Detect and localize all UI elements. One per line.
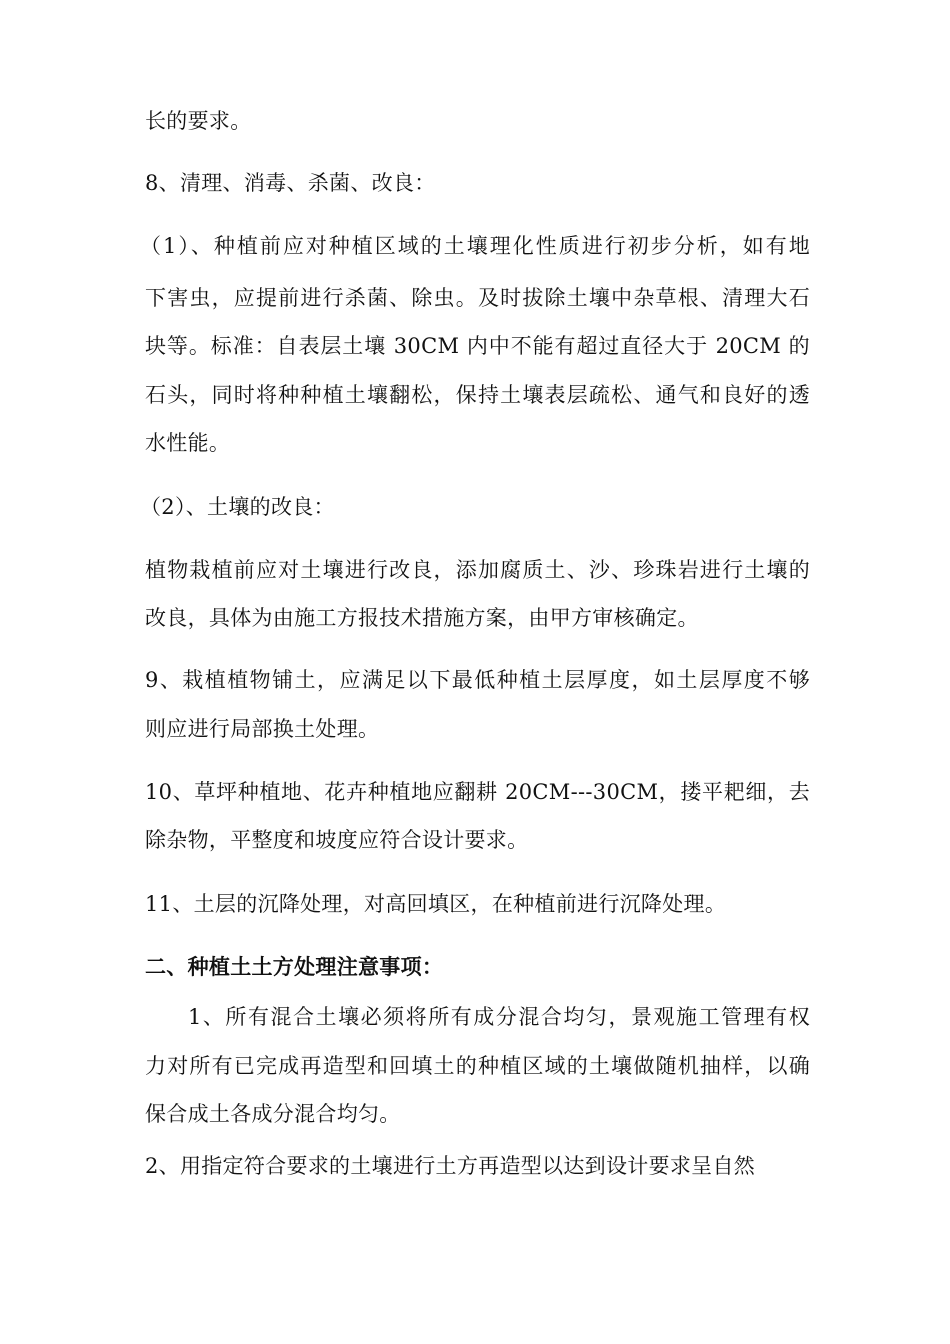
text-line: 长的要求。: [145, 109, 252, 133]
text-line: （1）、种植前应对种植区域的土壤理化性质进行初步分析，如有地: [140, 234, 810, 258]
text-line: 力对所有已完成再造型和回填土的种植区域的土壤做随机抽样，以确: [145, 1054, 810, 1078]
subsection-title: （2）、土壤的改良：: [140, 495, 335, 519]
text-line: 块等。标准：自表层土壤 30CM 内中不能有超过直径大于 20CM 的: [145, 334, 810, 358]
text-line: 石头，同时将种种植土壤翻松，保持土壤表层疏松、通气和良好的透: [145, 383, 810, 407]
text-line: 1、所有混合土壤必须将所有成分混合均匀，景观施工管理有权: [188, 1005, 810, 1029]
text-line: 改良，具体为由施工方报技术措施方案，由甲方审核确定。: [145, 606, 699, 630]
text-line: 则应进行局部换土处理。: [145, 717, 380, 741]
text-line: 下害虫，应提前进行杀菌、除虫。及时拔除土壤中杂草根、清理大石: [145, 286, 810, 310]
section-item-11: 11、土层的沉降处理，对高回填区，在种植前进行沉降处理。: [145, 892, 727, 916]
text-line: 除杂物，平整度和坡度应符合设计要求。: [145, 828, 529, 852]
text-line: 植物栽植前应对土壤进行改良，添加腐质土、沙、珍珠岩进行土壤的: [145, 558, 810, 582]
text-line: 保合成土各成分混合均匀。: [145, 1102, 401, 1126]
section-heading: 二、种植土土方处理注意事项：: [145, 954, 444, 979]
text-line: 水性能。: [145, 431, 231, 455]
section-item-8: 8、清理、消毒、杀菌、改良：: [145, 171, 436, 195]
section-item-10: 10、草坪种植地、花卉种植地应翻耕 20CM---30CM，搂平耙细，去: [145, 780, 810, 804]
text-line: 2、用指定符合要求的土壤进行土方再造型以达到设计要求呈自然: [145, 1154, 756, 1178]
section-item-9: 9、栽植植物铺土，应满足以下最低种植土层厚度，如土层厚度不够: [145, 668, 810, 692]
